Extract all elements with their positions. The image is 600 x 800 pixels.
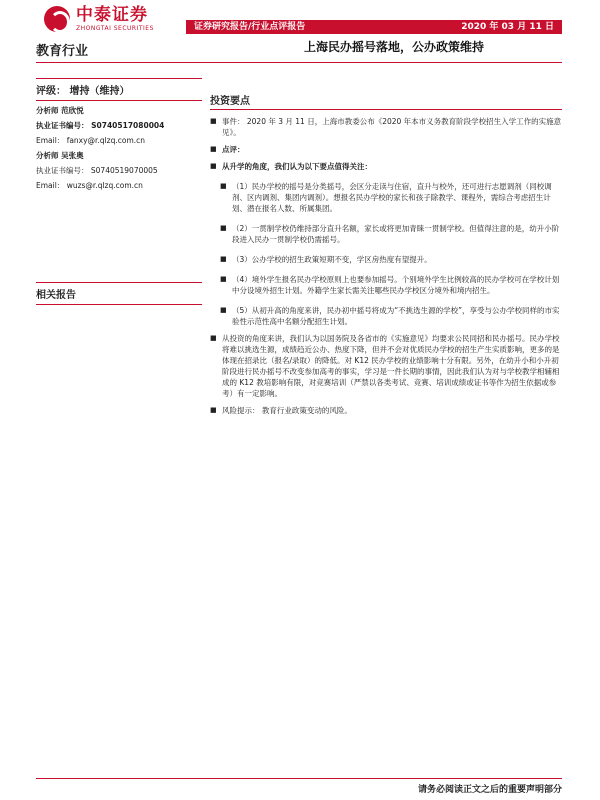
- risk-paragraph: ■ 风险提示： 教育行业政策变动的风险。: [210, 405, 562, 416]
- footer-divider: [36, 778, 562, 779]
- company-logo: [44, 6, 154, 32]
- analyst-name: 分析师 吴张奥: [36, 151, 84, 160]
- point-item: ■ （5）从初升高的角度来讲，民办初中摇号将成为“不挑选生源的学校”，享受与公办学校同样的市实验性示范性高中名额分配招生计划。: [210, 305, 562, 327]
- header-divider: [36, 62, 562, 63]
- section-title: 投资要点: [210, 90, 562, 110]
- related-reports-heading: 相关报告: [36, 282, 202, 305]
- main-content: [210, 90, 562, 416]
- analyst-cert: 执业证书编号： S0740517080004: [36, 121, 165, 130]
- logo-cn-text: 中泰证券: [76, 5, 148, 25]
- point-item: ■ （1）民办学校的摇号是分类摇号，会区分走读与住宿，直升与校外，还可进行志愿调剂（同校调剂、区内调剂、集团内调剂）。想报名民办学校的家长和孩子除教学、课程外，需综合考虑招生计划、潜在报名人数、所属集团。: [210, 181, 562, 214]
- point-item: ■ （2）一贯制学校仍维持部分直升名额，家长或将更加青睐一贯制学校。但值得注意的是，幼升小阶段进入民办一贯制学校仍需摇号。: [210, 223, 562, 245]
- footer-disclaimer: 请务必阅读正文之后的重要声明部分: [417, 785, 562, 795]
- rating: 评级： 增持（维持）: [36, 78, 202, 101]
- point-item: ■ （3）公办学校的招生政策短期不变，学区房热度有望提升。: [210, 254, 562, 265]
- point-item: ■ （4）境外学生报名民办学校原则上也要参加摇号。个别境外学生比例较高的民办学校可在学校计划中分设境外招生计划。外籍学生家长需关注哪些民办学校区分境外和境内招生。: [210, 274, 562, 296]
- logo-icon: [44, 6, 70, 32]
- analyst-cert: 执业证书编号： S0740519070005: [36, 166, 158, 175]
- analyst-name: 分析师 范欣悦: [36, 106, 84, 115]
- event-paragraph: ■ 事件： 2020 年 3 月 11 日，上海市教委公布《2020 年本市义务教育阶段学校招生入学工作的实施意见》。: [210, 116, 562, 138]
- report-type: 证券研究报告/行业点评报告: [194, 22, 306, 32]
- report-date: 2020 年 03 月 11 日: [461, 22, 554, 32]
- analyst-email[interactable]: Email： fanxy@r.qlzq.com.cn: [36, 136, 146, 145]
- angle-heading: ■ 从升学的角度，我们认为以下要点值得关注：: [210, 161, 562, 172]
- report-title: 上海民办摇号落地，公办政策维持: [304, 40, 485, 54]
- industry-label: 教育行业: [36, 44, 89, 59]
- comment-heading: ■ 点评：: [210, 144, 562, 155]
- report-banner: [186, 20, 562, 34]
- report-header: [0, 0, 600, 62]
- sidebar: [36, 78, 202, 191]
- logo-en-text: ZHONGTAI SECURITIES: [76, 25, 154, 32]
- investment-paragraph: ■ 从投资的角度来讲，我们认为以国务院及各省市的《实施意见》均要求公民同招和民办摇号。民办学校将难以挑选生源，成绩趋近公办、热度下降，但并不会对优质民办学校的招生产生实质影响，更多的是体现在招录比（报名/录取）的降低。对 K12 民办学校的业绩影响十分有限。另外，在幼升小和小升初阶段进行民办摇号不改变参加高考的事实，学习是一件长期的事情，因此我们认为对与学校教学相辅相成的 K12 教培影响有限，对竞赛培训（严禁以各类考试、竞赛、培训成绩或证书等作为招生依据或参考）有一定影响。: [210, 333, 562, 399]
- analyst-email[interactable]: Email： wuzs@r.qlzq.com.cn: [36, 181, 143, 190]
